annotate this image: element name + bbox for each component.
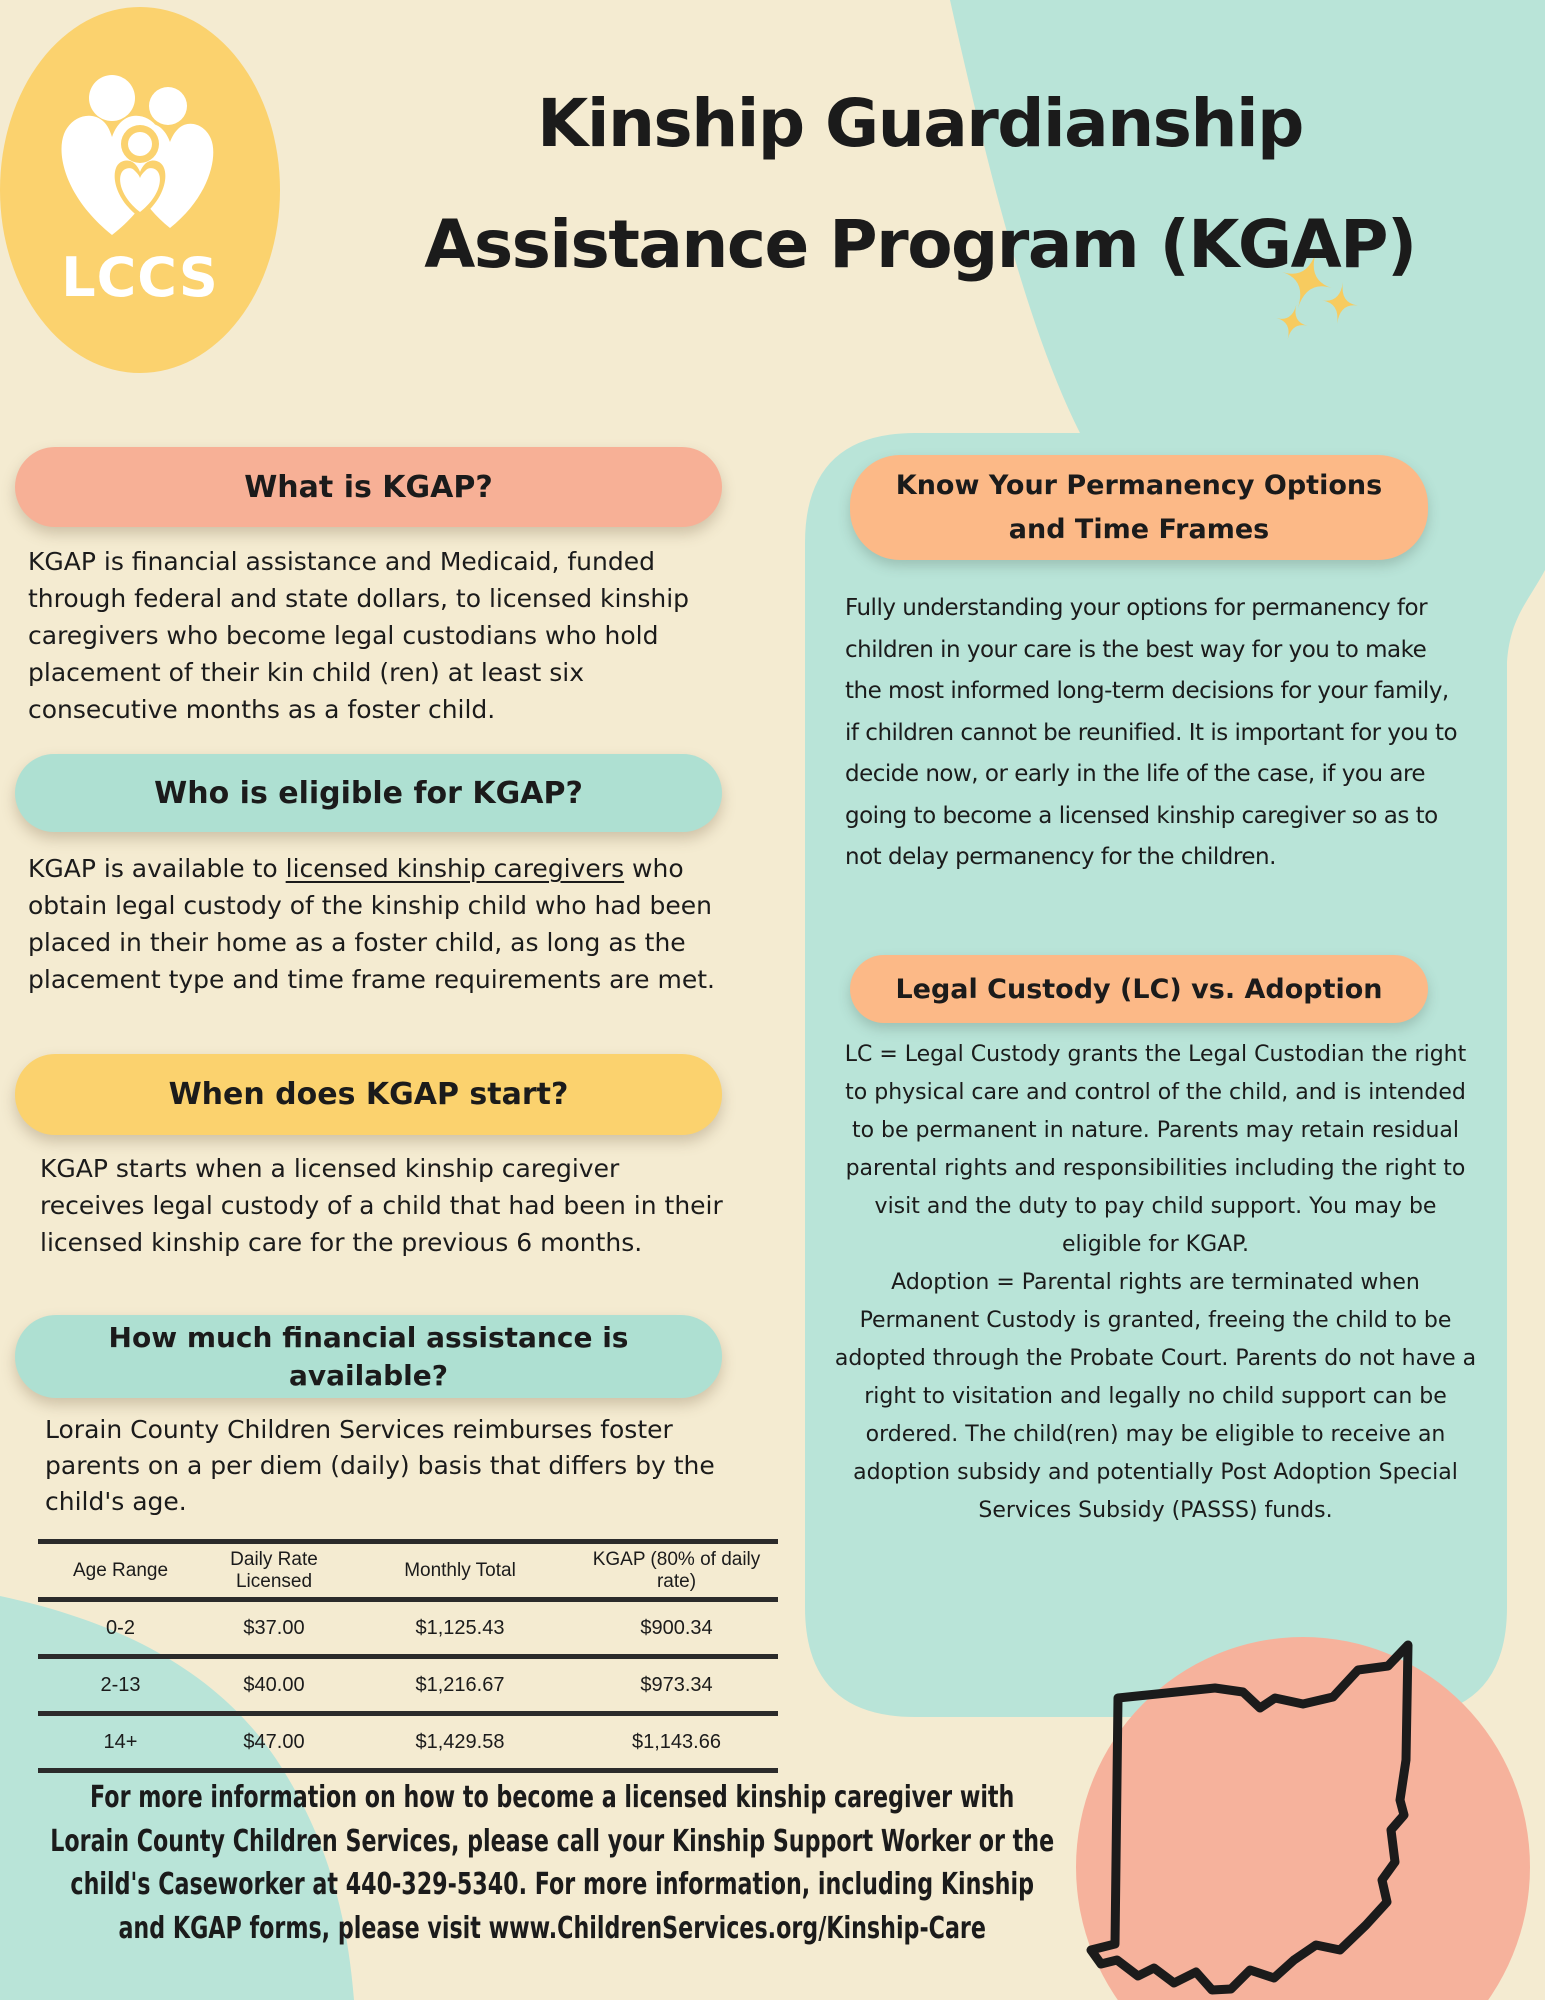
table-row bbox=[38, 1597, 778, 1654]
when-does-kgap-start-body: KGAP starts when a licensed kinship caregiver receives legal custody of a child that had been in their licensed kinship care for the previous 6 months. bbox=[40, 1154, 723, 1257]
lc-vs-adoption-body bbox=[833, 1036, 1478, 1530]
heading-lc-vs-adoption bbox=[850, 955, 1428, 1023]
col-header-daily-rate: Daily Rate Licensed bbox=[230, 1548, 318, 1592]
permanency-body: Fully understanding your options for permanency for children in your care is the best way for you to make the most informed long-term decisions for your family, if children cannot be reunified. It is important for you to decide now, or early in the life of the case, if you are going to become a licensed kinship caregiver so as to not delay permanency for the children. bbox=[845, 595, 1458, 870]
who-is-eligible-body bbox=[28, 850, 728, 998]
cell-monthly-total: $1,125.43 bbox=[415, 1616, 505, 1639]
heading-what-is-kgap bbox=[15, 447, 722, 527]
page-title bbox=[330, 63, 1510, 305]
page-title-line2: Assistance Program (KGAP) bbox=[424, 206, 1416, 283]
rate-table bbox=[38, 1539, 778, 1773]
heading-how-much-line2: available? bbox=[288, 1358, 448, 1392]
col-header-monthly-total: Monthly Total bbox=[404, 1559, 516, 1581]
col-header-age-range: Age Range bbox=[72, 1559, 169, 1581]
cell-age: 0-2 bbox=[106, 1616, 135, 1639]
heading-who-is-eligible-label: Who is eligible for KGAP? bbox=[154, 775, 583, 811]
footer-contact-info bbox=[50, 1776, 1055, 1950]
heading-what-is-kgap-label: What is KGAP? bbox=[244, 469, 493, 505]
cell-daily-rate: $47.00 bbox=[243, 1730, 305, 1753]
heading-when-does-kgap-start-label: When does KGAP start? bbox=[168, 1077, 569, 1112]
rate-table-header-row bbox=[38, 1544, 778, 1597]
logo-wordmark: LCCS bbox=[61, 246, 219, 309]
what-is-kgap-body: KGAP is financial assistance and Medicaid, funded through federal and state dollars, to licensed kinship caregivers who become legal custodians who hold placement of their kin child (ren) at least six consecutive months as a foster child. bbox=[28, 547, 690, 724]
table-row bbox=[38, 1654, 778, 1711]
cell-daily-rate: $37.00 bbox=[243, 1616, 305, 1639]
how-much-assistance-body: Lorain County Children Services reimburses foster parents on a per diem (daily) basis that differs by the child's age. bbox=[45, 1415, 715, 1516]
heading-permanency-line2: and Time Frames bbox=[1008, 513, 1270, 545]
footer-line2: Lorain County Children Services, please call your Kinship Support Worker or the bbox=[50, 1823, 1055, 1859]
who-body-post: who obtain legal custody of the kinship child who had been placed in their home as a foster child, as long as the placement type and time frame requirements are met. bbox=[28, 854, 715, 994]
heading-permanency-options bbox=[850, 455, 1428, 560]
page-title-line1: Kinship Guardianship bbox=[537, 85, 1303, 162]
cell-daily-rate: $40.00 bbox=[243, 1673, 305, 1696]
footer-line3: child's Caseworker at 440-329-5340. For more information, including Kinship bbox=[70, 1867, 1034, 1902]
cell-kgap: $1,143.66 bbox=[632, 1730, 721, 1753]
heading-when-does-kgap-start bbox=[15, 1054, 722, 1135]
footer-line1: For more information on how to become a licensed kinship caregiver with bbox=[90, 1780, 1015, 1815]
col-header-kgap-rate: KGAP (80% of daily rate) bbox=[592, 1548, 761, 1592]
cell-monthly-total: $1,429.58 bbox=[415, 1730, 505, 1753]
cell-kgap: $973.34 bbox=[640, 1673, 713, 1696]
lc-paragraph: LC = Legal Custody grants the Legal Custodian the right to physical care and control of the child, and is intended to be permanent in nature. Parents may retain residual parental rights and responsibilities including the right to visit and the duty to pay child support. You may be eligible for KGAP. bbox=[844, 1042, 1467, 1257]
adoption-paragraph: Adoption = Parental rights are terminated when Permanent Custody is granted, freeing the child to be adopted through the Probate Court. Parents do not have a right to visitation and legally no child support can be ordered. The child(ren) may be eligible to receive an adoption subsidy and potentially Post Adoption Special Services Subsidy (PASSS) funds. bbox=[834, 1270, 1477, 1523]
cell-monthly-total: $1,216.67 bbox=[415, 1673, 505, 1696]
heading-who-is-eligible bbox=[15, 754, 722, 832]
who-body-pre: KGAP is available to bbox=[28, 854, 286, 883]
cell-kgap: $900.34 bbox=[640, 1616, 713, 1639]
who-body-underlined: licensed kinship caregivers bbox=[285, 854, 625, 883]
heading-how-much-assistance bbox=[15, 1315, 722, 1398]
cell-age: 14+ bbox=[103, 1730, 138, 1753]
cell-age: 2-13 bbox=[100, 1673, 141, 1696]
footer-line4: and KGAP forms, please visit www.ChildrenServices.org/Kinship-Care bbox=[118, 1910, 986, 1946]
heading-permanency-line1: Know Your Permanency Options bbox=[895, 469, 1383, 501]
heading-how-much-line1: How much financial assistance is bbox=[108, 1320, 629, 1354]
table-row bbox=[38, 1711, 778, 1768]
heading-lc-vs-adoption-label: Legal Custody (LC) vs. Adoption bbox=[895, 973, 1383, 1005]
